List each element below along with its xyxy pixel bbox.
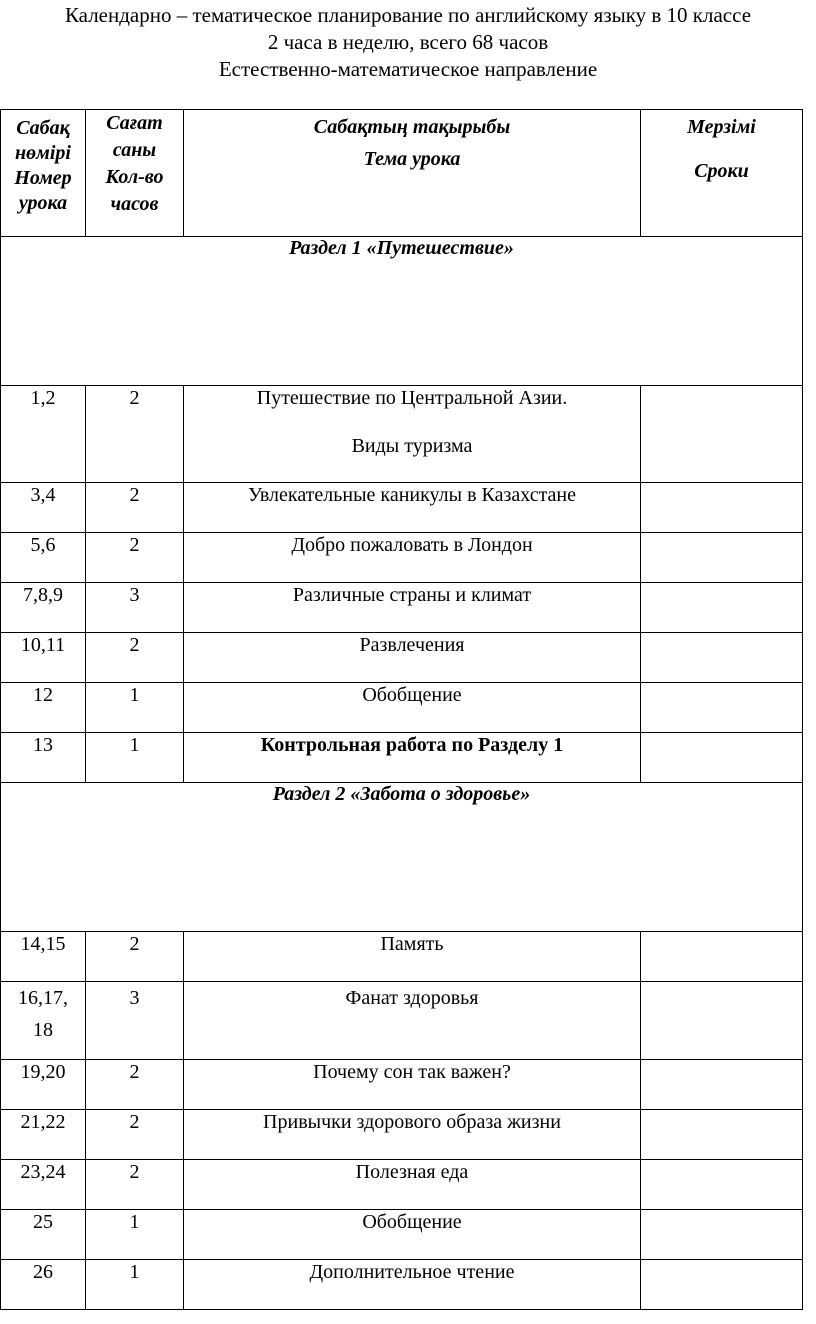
lesson-date xyxy=(641,386,803,483)
table-row xyxy=(1,1060,803,1110)
lesson-date xyxy=(641,982,803,1060)
lesson-number: 10,11 xyxy=(1,633,86,683)
table-header-row xyxy=(1,110,803,237)
table-row xyxy=(1,583,803,633)
header-topic: Сабақтың тақырыбы Тема урока xyxy=(184,110,641,237)
table-row xyxy=(1,483,803,533)
lesson-topic: Обобщение xyxy=(184,683,641,733)
lesson-number: 5,6 xyxy=(1,533,86,583)
lesson-number: 19,20 xyxy=(1,1060,86,1110)
table-row xyxy=(1,386,803,483)
lesson-topic: Добро пожаловать в Лондон xyxy=(184,533,641,583)
lesson-number: 25 xyxy=(1,1210,86,1260)
lesson-topic: Почему сон так важен? xyxy=(184,1060,641,1110)
lesson-date xyxy=(641,533,803,583)
lesson-hours: 2 xyxy=(86,932,184,982)
lesson-hours: 1 xyxy=(86,733,184,783)
lesson-topic: Фанат здоровья xyxy=(184,982,641,1060)
section-row xyxy=(1,783,803,932)
table-row xyxy=(1,1260,803,1310)
lesson-topic: Дополнительное чтение xyxy=(184,1260,641,1310)
document-title xyxy=(0,2,816,83)
lesson-hours: 1 xyxy=(86,1260,184,1310)
lesson-date xyxy=(641,1160,803,1210)
lesson-topic: Путешествие по Центральной Азии. Виды туризма xyxy=(184,386,641,483)
lesson-number: 13 xyxy=(1,733,86,783)
lesson-date xyxy=(641,733,803,783)
title-line-1: Календарно – тематическое планирование по английскому языку в 10 классе xyxy=(64,3,752,27)
lesson-date xyxy=(641,683,803,733)
title-line-2: 2 часа в неделю, всего 68 часов xyxy=(267,30,549,54)
section-title: Раздел 1 «Путешествие» xyxy=(1,237,803,386)
table-row xyxy=(1,1160,803,1210)
lesson-date xyxy=(641,1210,803,1260)
lesson-number: 16,17, 18 xyxy=(1,982,86,1060)
lesson-hours: 1 xyxy=(86,683,184,733)
lesson-topic: Увлекательные каникулы в Казахстане xyxy=(184,483,641,533)
lesson-hours: 1 xyxy=(86,1210,184,1260)
header-lesson-number: Сабақ нөмірі Номер урока xyxy=(1,110,86,237)
lesson-plan-table xyxy=(0,109,803,1310)
lesson-number: 3,4 xyxy=(1,483,86,533)
lesson-number: 21,22 xyxy=(1,1110,86,1160)
lesson-hours: 3 xyxy=(86,982,184,1060)
lesson-topic: Обобщение xyxy=(184,1210,641,1260)
lesson-date xyxy=(641,633,803,683)
lesson-hours: 2 xyxy=(86,533,184,583)
lesson-hours: 3 xyxy=(86,583,184,633)
lesson-hours: 2 xyxy=(86,1160,184,1210)
lesson-number: 7,8,9 xyxy=(1,583,86,633)
table-row xyxy=(1,633,803,683)
lesson-hours: 2 xyxy=(86,633,184,683)
lesson-date xyxy=(641,1060,803,1110)
header-hours: Сағат саны Кол-во часов xyxy=(86,110,184,237)
lesson-number: 14,15 xyxy=(1,932,86,982)
lesson-topic: Контрольная работа по Разделу 1 xyxy=(184,733,641,783)
lesson-date xyxy=(641,1260,803,1310)
table-row xyxy=(1,733,803,783)
lesson-hours: 2 xyxy=(86,1060,184,1110)
section-title: Раздел 2 «Забота о здоровье» xyxy=(1,783,803,932)
table-row xyxy=(1,1110,803,1160)
lesson-number: 1,2 xyxy=(1,386,86,483)
table-row xyxy=(1,1210,803,1260)
lesson-topic: Полезная еда xyxy=(184,1160,641,1210)
lesson-hours: 2 xyxy=(86,386,184,483)
lesson-topic: Развлечения xyxy=(184,633,641,683)
header-dates: Мерзімі Сроки xyxy=(641,110,803,237)
lesson-date xyxy=(641,932,803,982)
table-row xyxy=(1,982,803,1060)
section-row xyxy=(1,237,803,386)
lesson-date xyxy=(641,483,803,533)
table-row xyxy=(1,533,803,583)
lesson-number: 23,24 xyxy=(1,1160,86,1210)
lesson-hours: 2 xyxy=(86,483,184,533)
lesson-topic: Привычки здорового образа жизни xyxy=(184,1110,641,1160)
table-row xyxy=(1,932,803,982)
lesson-date xyxy=(641,583,803,633)
table-row xyxy=(1,683,803,733)
lesson-number: 12 xyxy=(1,683,86,733)
lesson-number: 26 xyxy=(1,1260,86,1310)
lesson-topic: Память xyxy=(184,932,641,982)
lesson-date xyxy=(641,1110,803,1160)
lesson-topic: Различные страны и климат xyxy=(184,583,641,633)
lesson-hours: 2 xyxy=(86,1110,184,1160)
title-line-3: Естественно-математическое направление xyxy=(218,57,598,81)
